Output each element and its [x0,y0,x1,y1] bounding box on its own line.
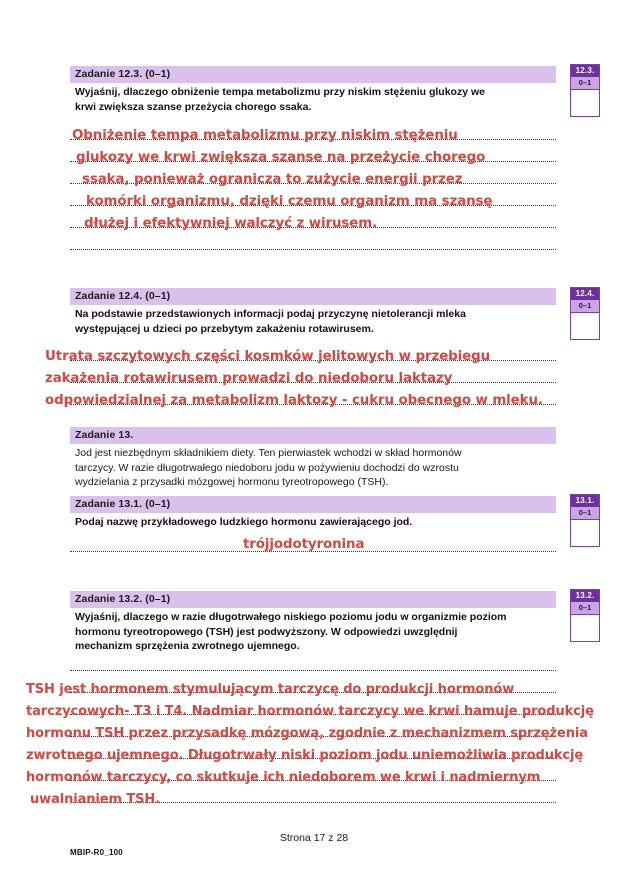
answer-rule [70,670,556,671]
task-header-13: Zadanie 13. [70,427,556,444]
handwritten-answer-12-3-line-4: komórki organizmu, dzięki czemu organizm ma szansę [86,194,493,209]
task-prompt-line: krwi zwiększa szanse przeżycia chorego ssaka. [75,100,312,113]
task-prompt-13-1 [70,513,556,530]
handwritten-answer-12-3-line-5: dłużej i efektywniej walczyć z wirusem. [84,216,378,231]
handwritten-answer-12-4-line-2: zakażenia rotawirusem prowadzi do niedoboru laktazy [45,371,453,386]
task-prompt-line: Wyjaśnij, dlaczego w razie długotrwałego niskiego poziomu jodu w organizmie poziom [75,611,507,623]
score-box-range: 0–1 [571,602,599,615]
handwritten-answer-12-3-line-2: glukozy we krwi zwiększa szanse na przeżycie chorego [76,150,486,165]
task-block-13 [70,427,556,490]
page-number: Strona 17 z 28 [279,832,349,844]
task-intro-13 [70,444,556,490]
task-prompt-line: Podaj nazwę przykładowego ludzkiego hormonu zawierającego jod. [75,516,413,528]
score-box-value[interactable] [571,520,599,546]
handwritten-answer-13-2-line-6: uwalnianiem TSH. [30,792,161,807]
task-prompt-12-3 [70,83,556,114]
score-box-number: 13.1. [571,495,599,507]
score-box-number: 12.3. [571,65,599,77]
task-header-12-4: Zadanie 12.4. (0–1) [70,288,556,305]
handwritten-answer-12-3-line-1: Obniżenie tempa metabolizmu przy niskim stężeniu [72,128,458,143]
score-box-number: 13.2. [571,590,599,602]
task-header-12-3: Zadanie 12.3. (0–1) [70,66,556,83]
answer-rule [70,249,556,250]
task-prompt-13-2 [70,608,556,654]
handwritten-answer-12-3-line-3: ssaka, ponieważ ogranicza to zużycie energii przez [82,172,463,187]
handwritten-answer-13-2-line-4: zwrotnego ujemnego. Długotrwały niski poziom jodu uniemożliwia produkcję [26,748,584,763]
task-prompt-12-4 [70,305,556,336]
score-box-number: 12.4. [571,288,599,300]
score-box-range: 0–1 [571,300,599,313]
task-prompt-line: występującej u dzieci po przebytym zakażeniu rotawirusem. [75,322,374,335]
task-intro-line: wydzielania z przysadki mózgowej hormonu tyreotropowego (TSH). [75,476,389,489]
score-box-13-2[interactable] [570,589,600,642]
score-box-12-3[interactable] [570,64,600,117]
score-box-range: 0–1 [571,77,599,90]
task-block-12-4 [70,288,556,336]
score-box-value[interactable] [571,615,599,641]
score-box-13-1[interactable] [570,494,600,547]
score-box-12-4[interactable] [570,287,600,340]
document-code: MBIP-R0_100 [70,848,123,857]
task-header-13-2: Zadanie 13.2. (0–1) [70,591,556,608]
task-block-13-1 [70,496,556,530]
task-prompt-line: Wyjaśnij, dlaczego obniżenie tempa metabolizmu przy niskim stężeniu glukozy we [75,86,485,98]
task-prompt-line: Na podstawie przedstawionych informacji podaj przyczynę nietolerancji mleka [75,308,466,320]
task-intro-line: Jod jest niezbędnym składnikiem diety. Ten pierwiastek wchodzi w skład hormonów [75,447,462,459]
task-block-12-3 [70,66,556,114]
handwritten-answer-12-4-line-1: Utrata szczytowych części kosmków jelitowych w przebiegu [45,349,491,364]
score-box-value[interactable] [571,313,599,339]
task-header-13-1: Zadanie 13.1. (0–1) [70,496,556,513]
score-box-value[interactable] [571,90,599,116]
handwritten-answer-13-2-line-1: TSH jest hormonem stymulującym tarczycę do produkcji hormonów [26,682,515,697]
handwritten-answer-13-2-line-2: tarczycowych- T3 i T4. Nadmiar hormonów tarczycy we krwi hamuje produkcję [26,704,594,719]
handwritten-answer-13-2-line-3: hormonu TSH przez przysadkę mózgową, zgodnie z mechanizmem sprzężenia [26,726,588,741]
task-intro-line: tarczycy. W razie długotrwałego niedoboru jodu w pożywieniu dochodzi do wzrostu [75,461,459,474]
task-prompt-line: hormonu tyreotropowego (TSH) jest podwyższony. W odpowiedzi uwzględnij [75,625,458,638]
task-block-13-2 [70,591,556,654]
handwritten-answer-12-4-line-3: odpowiedzialnej za metabolizm laktozy - cukru obecnego w mleku. [45,393,543,408]
handwritten-answer-13-2-line-5: hormonów tarczycy, co skutkuje ich niedoborem we krwi i nadmiernym [26,770,541,785]
task-prompt-line: mechanizm sprzężenia zwrotnego ujemnego. [75,640,300,652]
score-box-range: 0–1 [571,507,599,520]
handwritten-answer-13-1: trójjodotyronina [243,537,365,552]
